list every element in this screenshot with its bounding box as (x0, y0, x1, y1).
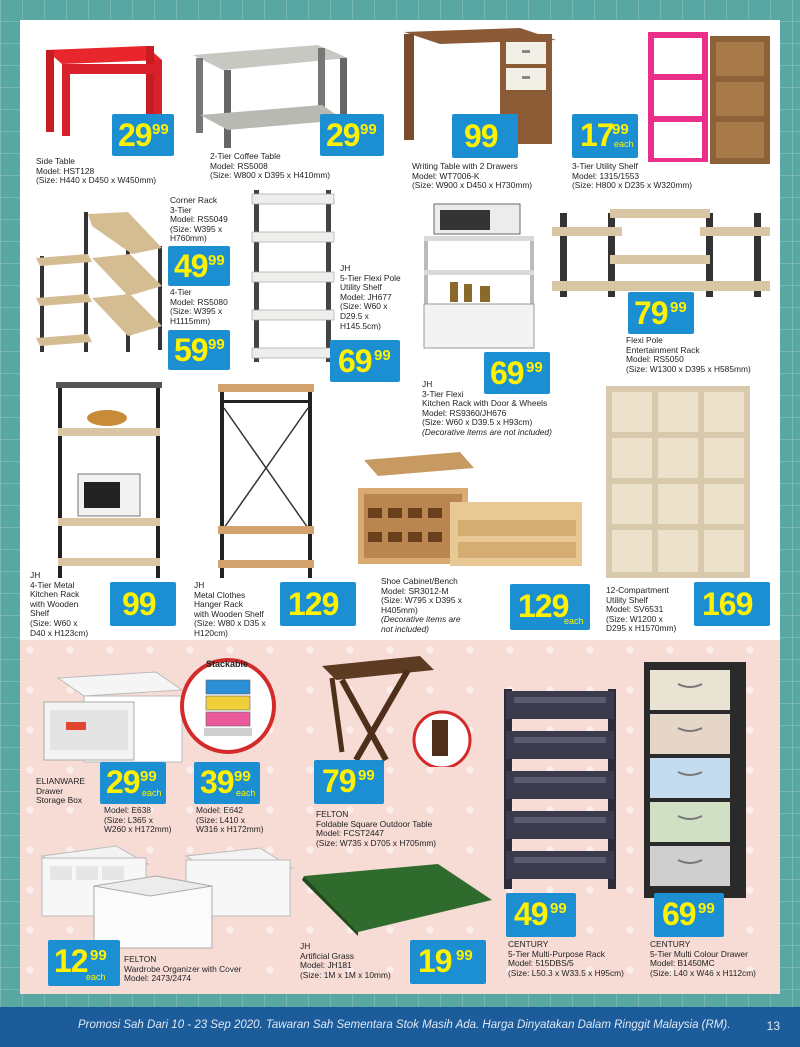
colour-drawer-price: 69 99 (654, 893, 724, 937)
metal-kitchen-rack-desc: JH 4-Tier Metal Kitchen Rack with Wooden Shelf (Size: W60 x D40 x H123cm) (30, 570, 89, 638)
wardrobe-organizer-desc: FELTON Wardrobe Organizer with Cover Model: 2473/2474 (124, 954, 242, 984)
multi-purpose-rack-desc: CENTURY 5-Tier Multi-Purpose Rack Model: 515DBS/5 (Size: L50.3 x W33.5 x H95cm) (508, 939, 624, 978)
drawer-e642-desc: Model: E642 (Size: L410 x W316 x H172mm) (196, 805, 264, 835)
kitchen-rack-flexi-price: 69 99 (484, 352, 550, 394)
corner-rack-image (32, 206, 167, 356)
flexi-pole-desc: JH 5-Tier Flexi Pole Utility Shelf Model: JH677 (Size: W60 x D29.5 x H145.5cm) (340, 263, 401, 331)
corner-rack-4-desc: 4-Tier Model: RS5080 (Size: W395 x H1115mm) (170, 287, 228, 326)
outdoor-table-desc: FELTON Foldable Square Outdoor Table Model: FCST2447 (Size: W735 x D705 x H705mm) (316, 809, 437, 848)
stackable-label: Stackable (206, 659, 249, 669)
multi-purpose-rack-price: 49 99 (506, 893, 576, 937)
artificial-grass-image (298, 862, 494, 937)
stackable-circle-image (178, 656, 278, 756)
writing-table-desc: Writing Table with 2 Drawers Model: WT7006-K (Size: W900 x D450 x H730mm) (412, 161, 533, 191)
artificial-grass-desc: JH Artificial Grass Model: JH181 (Size: 1M x 1M x 10mm) (300, 941, 391, 980)
corner-rack-4-price: 59 99 (168, 330, 230, 370)
shoe-cabinet-image (350, 446, 590, 576)
drawer-e638-desc: Model: E638 (Size: L365 x W260 x H172mm) (104, 805, 172, 835)
shoe-cabinet-desc: Shoe Cabinet/Bench Model: SR3012-M (Size: W795 x D395 x H405mm) (Decorative items are not included) (381, 576, 462, 634)
kitchen-rack-flexi-image (420, 200, 540, 360)
metal-kitchen-rack-price: 99 (110, 582, 176, 626)
side-table-price: 29 99 (112, 114, 174, 156)
footer-disclaimer: Promosi Sah Dari 10 - 23 Sep 2020. Tawaran Sah Sementara Stok Masih Ada. Harga Dinyatakan Dalam Ringgit Malaysia (RM). (78, 1019, 731, 1031)
compartment-shelf-price: 169 (694, 582, 770, 626)
corner-rack-desc: Corner Rack 3-Tier Model: RS5049 (Size: W395 x H760mm) (170, 195, 228, 244)
writing-table-price: 99 (452, 114, 518, 158)
coffee-table-desc: 2-Tier Coffee Table Model: RS5008 (Size: W800 x D395 x H410mm) (210, 151, 331, 181)
kitchen-rack-flexi-desc: JH 3-Tier Flexi Kitchen Rack with Door & Wheels Model: RS9360/JH676 (Size: W60 x D39.5 x H93cm) (Decorative items are not included) (422, 379, 552, 437)
page-number: 13 (766, 1019, 780, 1033)
compartment-shelf-image (604, 382, 752, 582)
colour-drawer-image (642, 660, 748, 900)
wardrobe-organizer-image (36, 838, 306, 950)
drawer-box-image (36, 668, 186, 768)
footer-bar (0, 1007, 800, 1047)
entertainment-rack-desc: Flexi Pole Entertainment Rack Model: RS5050 (Size: W1300 x D395 x H585mm) (626, 335, 751, 374)
entertainment-rack-image (550, 205, 772, 300)
drawer-e642-price: 39 99 each (194, 762, 260, 804)
flexi-pole-image (248, 186, 338, 366)
utility-shelf-price: 17 99 each (572, 114, 638, 158)
colour-drawer-desc: CENTURY 5-Tier Multi Colour Drawer Model: B1450MC (Size: L40 x W46 x H112cm) (650, 939, 756, 978)
artificial-grass-price: 19 99 (410, 940, 486, 984)
clothes-hanger-image (214, 378, 319, 583)
flexi-pole-price: 69 99 (330, 340, 400, 382)
entertainment-rack-price: 79 99 (628, 292, 694, 334)
drawer-box-price: 29 99 each (100, 762, 166, 804)
compartment-shelf-desc: 12-Compartment Utility Shelf Model: SV6531 (Size: W1200 x D295 x H1570mm) (606, 585, 677, 634)
multi-purpose-rack-image (500, 685, 620, 895)
utility-shelf-desc: 3-Tier Utility Shelf Model: 1315/1553 (Size: H800 x D235 x W320mm) (572, 161, 693, 191)
shoe-cabinet-price: 129 each (510, 584, 590, 630)
corner-rack-price: 49 99 (168, 246, 230, 286)
drawer-box-desc: ELIANWARE Drawer Storage Box (36, 776, 86, 806)
utility-shelf-image (640, 28, 775, 168)
clothes-hanger-price: 129 (280, 582, 356, 626)
side-table-desc: Side Table Model: HST128 (Size: H440 x D450 x W450mm) (36, 156, 157, 186)
outdoor-table-price: 79 99 (314, 760, 384, 804)
clothes-hanger-desc: JH Metal Clothes Hanger Rack with Wooden Shelf (Size: W80 x D35 x H120cm) (194, 580, 266, 638)
coffee-table-price: 29 99 (320, 114, 384, 156)
metal-kitchen-rack-image (52, 378, 167, 583)
outdoor-table-image (312, 652, 472, 767)
wardrobe-organizer-price: 12 99 each (48, 940, 120, 986)
